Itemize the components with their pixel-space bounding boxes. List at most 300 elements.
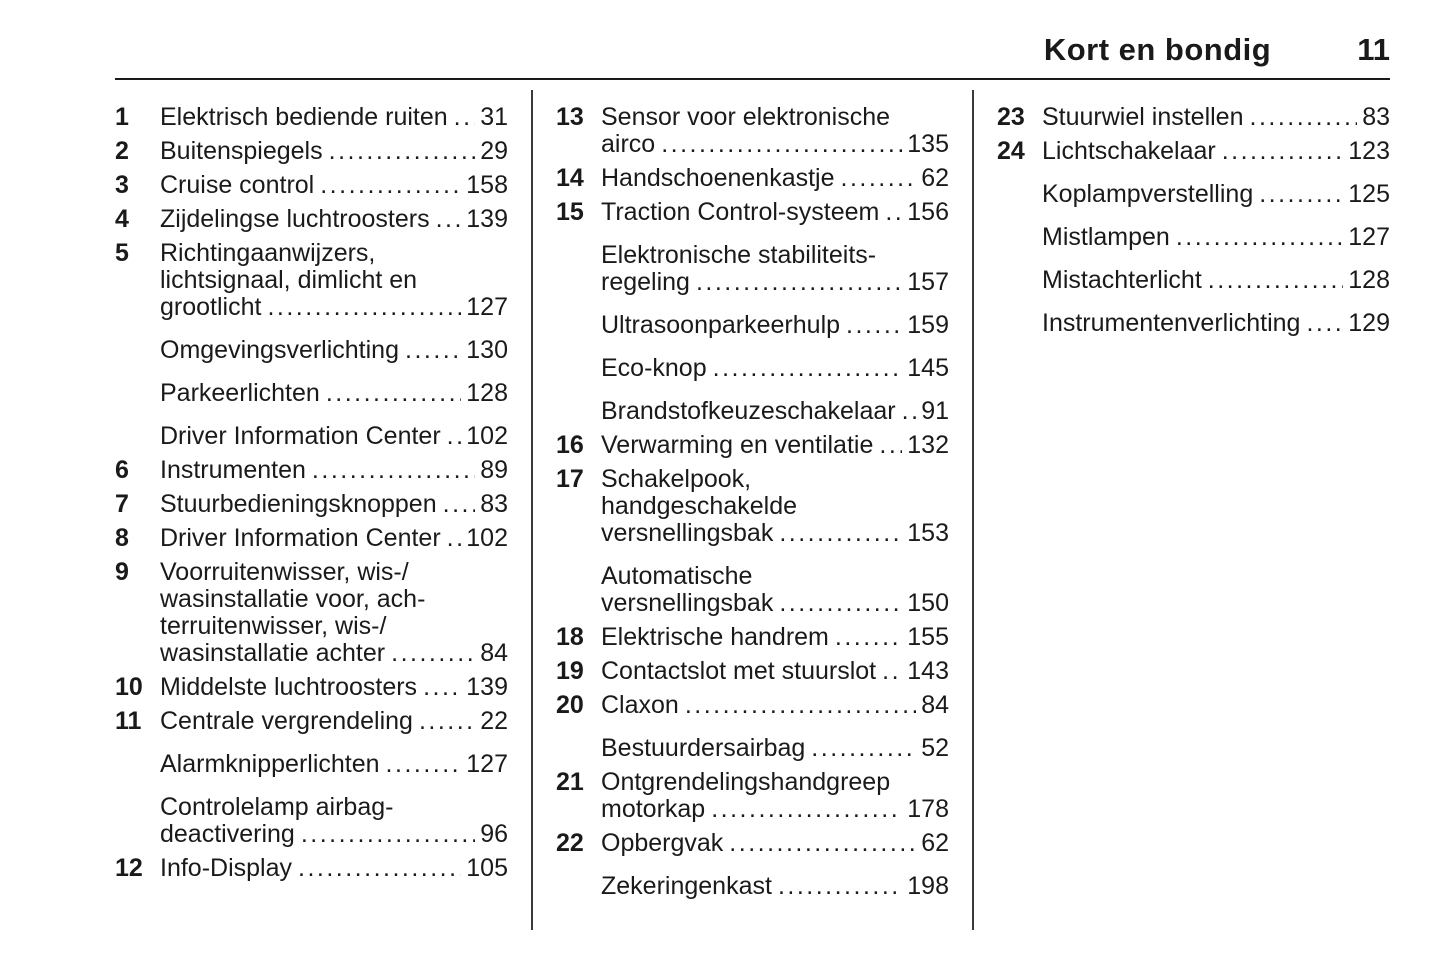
entry-label: Traction Control-systeem xyxy=(601,198,880,226)
entry-body xyxy=(601,432,949,459)
entry-number xyxy=(115,380,160,407)
entry-label-line xyxy=(160,821,508,848)
entry-page: 198 xyxy=(907,872,949,900)
entry-label: Instrumentenverlichting xyxy=(1042,309,1301,337)
entry-label: Claxon xyxy=(601,691,679,719)
entry-body xyxy=(601,563,949,617)
index-entry xyxy=(556,658,949,685)
index-entry xyxy=(556,466,949,547)
entry-number: 4 xyxy=(115,205,129,233)
entry-label-line: Voorruitenwisser, wis-/ xyxy=(160,558,409,586)
entry-label: Ultrasoonparkeerhulp xyxy=(601,311,841,339)
entry-label-line xyxy=(601,658,949,685)
entry-number xyxy=(115,751,160,778)
entry-label-line xyxy=(160,423,508,450)
dot-leader xyxy=(685,692,916,719)
entry-label: Stuurbedieningsknoppen xyxy=(160,490,437,518)
entry-number: 2 xyxy=(115,137,129,165)
entry-page: 84 xyxy=(480,639,508,667)
entry-number xyxy=(556,398,601,425)
entry-label-line xyxy=(160,138,508,165)
entry-label: Elektrische handrem xyxy=(601,623,829,651)
entry-number: 16 xyxy=(556,431,584,459)
entry-label-line xyxy=(601,398,949,425)
entry-label: Verwarming en ventilatie xyxy=(601,431,874,459)
entry-body xyxy=(160,794,508,848)
entry-label-line: Elektronische stabiliteits- xyxy=(601,241,877,269)
entry-page: 139 xyxy=(466,205,508,233)
page-header xyxy=(115,34,1390,65)
entry-label: Brandstofkeuzeschakelaar xyxy=(601,397,896,425)
entry-body xyxy=(601,624,949,651)
entry-body xyxy=(601,830,949,857)
entry-page: 89 xyxy=(480,456,508,484)
entry-label: motorkap xyxy=(601,795,706,823)
dot-leader xyxy=(298,855,461,882)
entry-page: 150 xyxy=(907,589,949,617)
entry-body xyxy=(1042,310,1390,337)
entry-label-line xyxy=(1042,104,1390,131)
dot-leader xyxy=(419,708,475,735)
entry-label-line xyxy=(160,751,508,778)
entry-page: 130 xyxy=(466,336,508,364)
index-entry xyxy=(997,181,1390,208)
entry-body xyxy=(160,138,508,165)
entry-number: 5 xyxy=(115,239,129,267)
entry-label-line xyxy=(160,491,508,518)
entry-page: 156 xyxy=(907,198,949,226)
index-entry xyxy=(115,525,508,552)
entry-label: versnellingsbak xyxy=(601,589,774,617)
index-entry xyxy=(556,769,949,823)
entry-label-line xyxy=(1042,181,1390,208)
dot-leader xyxy=(885,199,902,226)
index-entry xyxy=(556,735,949,762)
entry-page: 143 xyxy=(907,657,949,685)
dot-leader xyxy=(320,172,461,199)
entry-label: Lichtschakelaar xyxy=(1042,137,1216,165)
entry-label: Driver Information Center xyxy=(160,524,441,552)
page-number: 11 xyxy=(1357,32,1390,67)
entry-page: 127 xyxy=(1348,223,1390,251)
dot-leader xyxy=(1222,138,1344,165)
entry-label-line: lichtsignaal, dimlicht en xyxy=(160,266,418,294)
dot-leader xyxy=(811,735,916,762)
dot-leader xyxy=(405,337,461,364)
entry-label: Elektrisch bediende ruiten xyxy=(160,103,448,131)
index-entry xyxy=(997,310,1390,337)
entry-body xyxy=(160,708,508,735)
entry-body xyxy=(1042,104,1390,131)
entry-page: 102 xyxy=(466,422,508,450)
dot-leader xyxy=(1250,104,1358,131)
index-entry xyxy=(556,165,949,192)
entry-label-line xyxy=(1042,267,1390,294)
entry-label-line: Schakelpook, xyxy=(601,465,752,493)
entry-label-line xyxy=(601,692,949,719)
entry-number: 24 xyxy=(997,137,1025,165)
entry-body xyxy=(601,873,949,900)
index-entry xyxy=(556,692,949,719)
dot-leader xyxy=(301,821,475,848)
entry-page: 91 xyxy=(921,397,949,425)
entry-label-line xyxy=(160,337,508,364)
entry-label-line xyxy=(601,873,949,900)
entry-number: 3 xyxy=(115,171,129,199)
entry-label-line xyxy=(601,830,949,857)
entry-label: Mistlampen xyxy=(1042,223,1170,251)
entry-label-line xyxy=(601,624,949,651)
entry-label-line xyxy=(601,165,949,192)
chapter-title: Kort en bondig xyxy=(1043,32,1272,67)
entry-body xyxy=(160,240,508,321)
entry-number: 8 xyxy=(115,524,129,552)
entry-label: Mistachterlicht xyxy=(1042,266,1202,294)
entry-number: 22 xyxy=(556,829,584,857)
entry-body xyxy=(160,855,508,882)
entry-page: 62 xyxy=(921,829,949,857)
entry-number: 15 xyxy=(556,198,584,226)
index-entry xyxy=(115,172,508,199)
entry-number: 7 xyxy=(115,490,129,518)
entry-label-line xyxy=(160,855,508,882)
entry-label: airco xyxy=(601,130,656,158)
entry-label-line xyxy=(160,380,508,407)
dot-leader xyxy=(879,432,902,459)
entry-label-line xyxy=(160,640,508,667)
index-column-3 xyxy=(997,104,1390,930)
entry-label: Stuurwiel instellen xyxy=(1042,103,1244,131)
entry-label-line xyxy=(160,294,508,321)
dot-leader xyxy=(391,640,475,667)
entry-body xyxy=(601,769,949,823)
entry-page: 84 xyxy=(921,691,949,719)
index-entry xyxy=(115,491,508,518)
entry-label-line xyxy=(601,269,949,296)
entry-body xyxy=(1042,224,1390,251)
entry-number: 6 xyxy=(115,456,129,484)
entry-page: 155 xyxy=(907,623,949,651)
entry-body xyxy=(601,398,949,425)
entry-body xyxy=(601,242,949,296)
index-entry xyxy=(115,708,508,735)
dot-leader xyxy=(267,294,461,321)
dot-leader xyxy=(1176,224,1343,251)
index-entry xyxy=(556,624,949,651)
entry-page: 153 xyxy=(907,519,949,547)
entry-number: 14 xyxy=(556,164,584,192)
entry-page: 22 xyxy=(480,707,508,735)
entry-label-line xyxy=(601,735,949,762)
column-divider xyxy=(531,90,533,930)
entry-page: 139 xyxy=(466,673,508,701)
entry-page: 62 xyxy=(921,164,949,192)
entry-label: versnellingsbak xyxy=(601,519,774,547)
entry-body xyxy=(601,199,949,226)
dot-leader xyxy=(882,658,902,685)
index-column-1 xyxy=(115,104,508,930)
entry-page: 83 xyxy=(1362,103,1390,131)
entry-body xyxy=(160,206,508,233)
dot-leader xyxy=(423,674,461,701)
entry-number xyxy=(556,873,601,900)
entry-label: Cruise control xyxy=(160,171,315,199)
index-entry xyxy=(997,224,1390,251)
dot-leader xyxy=(902,398,917,425)
entry-number xyxy=(556,312,601,339)
entry-number xyxy=(997,224,1042,251)
dot-leader xyxy=(447,423,462,450)
index-entry xyxy=(115,104,508,131)
entry-body xyxy=(601,104,949,158)
entry-page: 31 xyxy=(480,103,508,131)
dot-leader xyxy=(1208,267,1344,294)
entry-label: wasinstallatie achter xyxy=(160,639,386,667)
entry-label: Parkeerlichten xyxy=(160,379,320,407)
entry-body xyxy=(601,658,949,685)
entry-number: 13 xyxy=(556,103,584,131)
entry-label-line: Sensor voor elektronische xyxy=(601,103,891,131)
dot-leader xyxy=(711,796,902,823)
entry-number xyxy=(556,563,601,617)
index-entry xyxy=(556,432,949,459)
entry-page: 132 xyxy=(907,431,949,459)
entry-body xyxy=(160,380,508,407)
entry-body xyxy=(160,559,508,667)
index-entry xyxy=(115,380,508,407)
entry-page: 83 xyxy=(480,490,508,518)
entry-number xyxy=(115,337,160,364)
entry-page: 128 xyxy=(466,379,508,407)
entry-body xyxy=(1042,181,1390,208)
entry-label-line xyxy=(601,355,949,382)
entry-label-line: Controlelamp airbag- xyxy=(160,793,394,821)
index-entry xyxy=(997,104,1390,131)
header-rule xyxy=(115,78,1390,80)
entry-page: 29 xyxy=(480,137,508,165)
entry-page: 96 xyxy=(480,820,508,848)
entry-label: Centrale vergrendeling xyxy=(160,707,413,735)
entry-label: Omgevingsverlichting xyxy=(160,336,399,364)
column-divider xyxy=(972,90,974,930)
entry-label-line xyxy=(160,708,508,735)
entry-label-line: Automatische xyxy=(601,562,753,590)
entry-body xyxy=(601,735,949,762)
entry-page: 123 xyxy=(1348,137,1390,165)
entry-label: Zekeringenkast xyxy=(601,872,772,900)
index-entry xyxy=(997,267,1390,294)
entry-page: 157 xyxy=(907,268,949,296)
entry-label-line xyxy=(160,172,508,199)
entry-label-line xyxy=(1042,138,1390,165)
dot-leader xyxy=(779,520,902,547)
entry-label-line xyxy=(601,520,949,547)
entry-label-line xyxy=(601,590,949,617)
dot-leader xyxy=(778,873,902,900)
entry-page: 105 xyxy=(466,854,508,882)
entry-body xyxy=(160,172,508,199)
entry-label-line xyxy=(160,104,508,131)
entry-label: Alarmknipperlichten xyxy=(160,750,380,778)
entry-page: 178 xyxy=(907,795,949,823)
index-entry xyxy=(556,242,949,296)
entry-label: Bestuurdersairbag xyxy=(601,734,806,762)
entry-label-line xyxy=(160,674,508,701)
entry-body xyxy=(160,674,508,701)
entry-label-line: terruitenwisser, wis-/ xyxy=(160,612,387,640)
entry-label: Middelste luchtroosters xyxy=(160,673,418,701)
entry-body xyxy=(1042,138,1390,165)
dot-leader xyxy=(841,165,917,192)
entry-page: 129 xyxy=(1348,309,1390,337)
entry-label-line: Ontgrendelingshandgreep xyxy=(601,768,891,796)
dot-leader xyxy=(312,457,475,484)
entry-label: regeling xyxy=(601,268,690,296)
entry-page: 158 xyxy=(466,171,508,199)
entry-page: 159 xyxy=(907,311,949,339)
entry-label-line xyxy=(1042,310,1390,337)
entry-number: 23 xyxy=(997,103,1025,131)
entry-page: 145 xyxy=(907,354,949,382)
index-entry xyxy=(115,855,508,882)
dot-leader xyxy=(779,590,902,617)
entry-label-line xyxy=(601,432,949,459)
entry-label-line xyxy=(1042,224,1390,251)
entry-label-line: handgeschakelde xyxy=(601,492,797,520)
entry-label: Contactslot met stuurslot xyxy=(601,657,877,685)
entry-label-line xyxy=(601,796,949,823)
entry-page: 127 xyxy=(466,750,508,778)
dot-leader xyxy=(713,355,903,382)
entry-body xyxy=(601,165,949,192)
entry-label: Zijdelingse luchtroosters xyxy=(160,205,430,233)
entry-label: Handschoenenkastje xyxy=(601,164,835,192)
entry-number xyxy=(997,181,1042,208)
index-entry xyxy=(115,206,508,233)
entry-number: 9 xyxy=(115,558,129,586)
entry-number xyxy=(997,310,1042,337)
index-entry xyxy=(556,104,949,158)
index-entry xyxy=(115,240,508,321)
entry-label-line xyxy=(601,312,949,339)
entry-number xyxy=(115,423,160,450)
entry-label: deactivering xyxy=(160,820,295,848)
entry-page: 128 xyxy=(1348,266,1390,294)
entry-body xyxy=(160,337,508,364)
index-entry xyxy=(556,355,949,382)
entry-page: 125 xyxy=(1348,180,1390,208)
dot-leader xyxy=(729,830,916,857)
index-entry xyxy=(556,563,949,617)
index-column-2 xyxy=(556,104,949,930)
entry-body xyxy=(160,491,508,518)
entry-number xyxy=(556,242,601,296)
dot-leader xyxy=(443,491,476,518)
entry-body xyxy=(601,355,949,382)
entry-number: 18 xyxy=(556,623,584,651)
index-entry xyxy=(556,312,949,339)
index-entry xyxy=(997,138,1390,165)
entry-number: 12 xyxy=(115,854,143,882)
entry-label-line xyxy=(601,131,949,158)
entry-label-line xyxy=(160,206,508,233)
entry-number: 11 xyxy=(115,707,142,735)
entry-label: Info-Display xyxy=(160,854,292,882)
entry-label: Buitenspiegels xyxy=(160,137,323,165)
dot-leader xyxy=(447,525,462,552)
entry-body xyxy=(160,423,508,450)
entry-label-line xyxy=(160,525,508,552)
entry-label-line xyxy=(601,199,949,226)
entry-body xyxy=(1042,267,1390,294)
entry-body xyxy=(160,525,508,552)
entry-number xyxy=(997,267,1042,294)
entry-body xyxy=(601,312,949,339)
dot-leader xyxy=(846,312,902,339)
index-entry xyxy=(115,423,508,450)
index-entry xyxy=(556,398,949,425)
entry-number: 17 xyxy=(556,465,584,493)
entry-label-line: Richtingaanwijzers, xyxy=(160,239,376,267)
dot-leader xyxy=(326,380,461,407)
entry-number xyxy=(556,735,601,762)
index-entry xyxy=(556,830,949,857)
entry-label-line xyxy=(160,457,508,484)
dot-leader xyxy=(1306,310,1343,337)
dot-leader xyxy=(386,751,462,778)
index-entry xyxy=(115,794,508,848)
entry-number: 10 xyxy=(115,673,143,701)
index-entry xyxy=(115,674,508,701)
entry-number: 19 xyxy=(556,657,584,685)
entry-label: Eco-knop xyxy=(601,354,707,382)
entry-label-line: wasinstallatie voor, ach- xyxy=(160,585,426,613)
entry-label: Driver Information Center xyxy=(160,422,441,450)
entry-page: 127 xyxy=(466,293,508,321)
entry-body xyxy=(601,692,949,719)
entry-number xyxy=(556,355,601,382)
index-entry xyxy=(115,457,508,484)
index-entry xyxy=(115,751,508,778)
entry-page: 102 xyxy=(466,524,508,552)
index-entry xyxy=(556,873,949,900)
dot-leader xyxy=(661,131,902,158)
entry-page: 135 xyxy=(907,130,949,158)
index-entry xyxy=(115,337,508,364)
entry-body xyxy=(601,466,949,547)
entry-page: 52 xyxy=(921,734,949,762)
index-entry xyxy=(556,199,949,226)
entry-body xyxy=(160,457,508,484)
dot-leader xyxy=(329,138,476,165)
dot-leader xyxy=(1259,181,1343,208)
entry-label: Instrumenten xyxy=(160,456,306,484)
index-columns xyxy=(115,104,1390,930)
entry-number: 20 xyxy=(556,691,584,719)
dot-leader xyxy=(835,624,902,651)
entry-number xyxy=(115,794,160,848)
dot-leader xyxy=(436,206,462,233)
index-entry xyxy=(115,138,508,165)
entry-number: 1 xyxy=(115,103,129,131)
entry-label: grootlicht xyxy=(160,293,262,321)
entry-label: Koplampverstelling xyxy=(1042,180,1254,208)
entry-body xyxy=(160,104,508,131)
entry-label: Opbergvak xyxy=(601,829,724,857)
index-entry xyxy=(115,559,508,667)
dot-leader xyxy=(454,104,476,131)
entry-number: 21 xyxy=(556,768,584,796)
